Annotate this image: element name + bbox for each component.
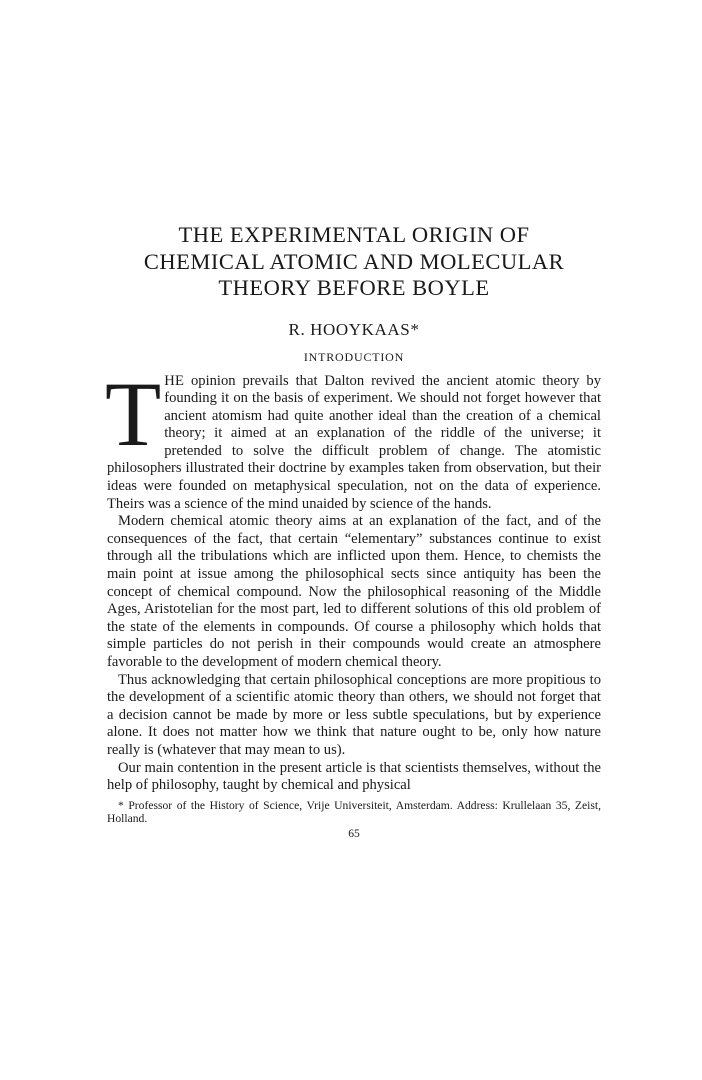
paragraph-1-text: opinion prevails that Dalton revived the ancient atomic theory by founding it on the basis of experiment. We should not forget however that ancient atomism had quite another ideal than the creation of a chemical theory; it aimed at an explanation of the riddle of the universe; it pretended to solve the difficult problem of change. The atomistic philosophers illustrated their doctrine by examples taken from observation, but their ideas were founded on metaphysical speculation, not on the data of experience. Theirs was a science of the mind unaided by science of the hands. xyxy=(107,372,601,512)
section-heading: INTRODUCTION xyxy=(303,349,405,364)
title-line-2: CHEMICAL ATOMIC AND MOLECULAR xyxy=(143,248,565,274)
article-page xyxy=(107,222,601,841)
author-name: R. HOOYKAAS* xyxy=(288,319,420,339)
paragraph-3: Thus acknowledging that certain philosophical conceptions are more propitious to the development of a scientific atomic theory than others, we should not forget that a decision cannot be made by more or less subtle speculations, but by experience alone. It does not matter how we think that nature ought to be, only how nature really is (whatever that may mean to us). xyxy=(107,671,601,758)
title-line-3: THEORY BEFORE BOYLE xyxy=(218,275,490,300)
footnote: * Professor of the History of Science, Vrije Universiteit, Amsterdam. Address: Krullelaan 35, Zeist, Holland. xyxy=(107,798,601,826)
paragraph-4: Our main contention in the present article is that scientists themselves, without the help of philosophy, taught by chemical and physical xyxy=(107,759,601,794)
paragraph-2: Modern chemical atomic theory aims at an explanation of the fact, and of the consequences of the fact, that certain “elementary” substances continue to exist through all the tribulations which are inflicted upon them. Hence, to chemists the main point at issue among the philosophical sects since antiquity has been the concept of chemical compound. Now the philosophical reasoning of the Middle Ages, Aristotelian for the most part, led to different solutions of this old problem of the state of the elements in compounds. Of course a philosophy which holds that simple particles do not perish in their compounds would create an atmosphere favorable to the development of modern chemical theory. xyxy=(107,513,601,670)
drop-cap: T xyxy=(105,362,162,465)
first-word: HE xyxy=(164,372,185,389)
title-line-1: THE EXPERIMENTAL ORIGIN OF xyxy=(178,222,530,247)
article-body xyxy=(105,362,601,795)
article-title xyxy=(107,222,601,302)
paragraph-1 xyxy=(105,362,601,514)
page-number: 65 xyxy=(348,826,360,840)
